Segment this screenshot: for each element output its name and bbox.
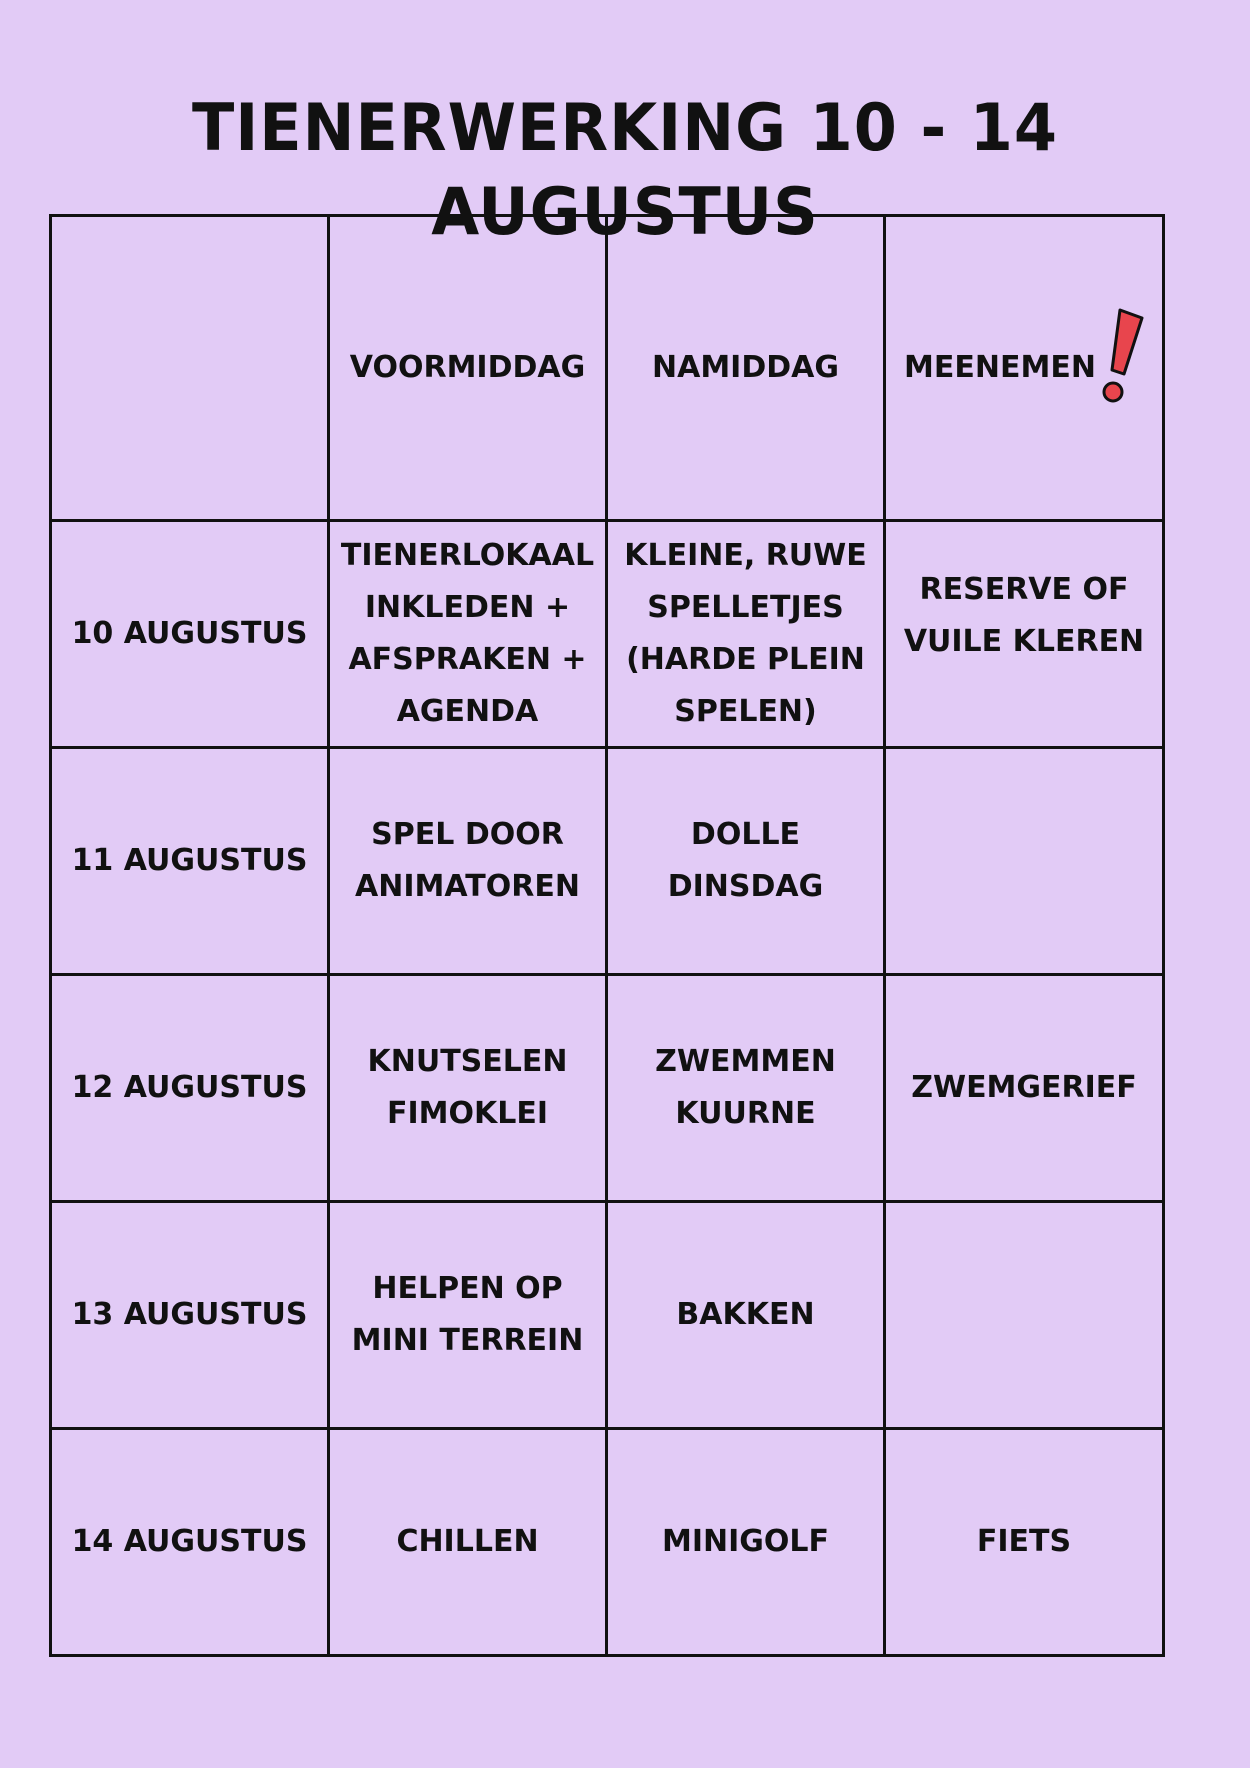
namiddag-cell [607, 1429, 885, 1656]
voormiddag-activity: KNUTSELEN FIMOKLEI [367, 1044, 568, 1131]
exclamation-icon [1098, 308, 1144, 408]
voormiddag-cell [329, 975, 607, 1202]
column-header-namiddag [607, 216, 885, 521]
voormiddag-activity: TIENERLOKAAL INKLEDEN + AFSPRAKEN + AGENDA [340, 538, 595, 729]
voormiddag-cell [329, 1429, 607, 1656]
meenemen-item: ZWEMGERIEF [911, 1070, 1137, 1105]
date-label: 10 AUGUSTUS [71, 616, 308, 651]
date-cell [51, 1429, 329, 1656]
meenemen-item: FIETS [976, 1524, 1072, 1559]
day-row-12 [51, 975, 1164, 1202]
voormiddag-cell [329, 1202, 607, 1429]
page-title: TIENERWERKING 10 - 14 AUGUSTUS [191, 89, 1059, 250]
namiddag-activity: KLEINE, RUWE SPELLETJES (HARDE PLEIN SPELEN) [624, 538, 867, 729]
voormiddag-activity: SPEL DOOR ANIMATOREN [355, 817, 580, 904]
voormiddag-cell [329, 748, 607, 975]
day-row-13 [51, 1202, 1164, 1429]
day-row-10 [51, 521, 1164, 748]
meenemen-cell [885, 1202, 1164, 1429]
meenemen-header-wrap [904, 328, 1144, 408]
meenemen-cell [885, 1429, 1164, 1656]
date-cell [51, 975, 329, 1202]
date-label: 11 AUGUSTUS [71, 843, 308, 878]
namiddag-activity: MINIGOLF [661, 1524, 830, 1559]
namiddag-cell [607, 975, 885, 1202]
namiddag-cell [607, 521, 885, 748]
date-label: 13 AUGUSTUS [71, 1297, 308, 1332]
namiddag-cell [607, 748, 885, 975]
column-header-meenemen [885, 216, 1164, 521]
meenemen-item: RESERVE OF VUILE KLEREN [903, 572, 1145, 659]
date-cell [51, 748, 329, 975]
day-row-11 [51, 748, 1164, 975]
voormiddag-activity: CHILLEN [396, 1524, 539, 1559]
date-label: 14 AUGUSTUS [71, 1524, 308, 1559]
column-header-voormiddag [329, 216, 607, 521]
namiddag-cell [607, 1202, 885, 1429]
namiddag-activity: BAKKEN [676, 1297, 815, 1332]
day-row-14 [51, 1429, 1164, 1656]
date-cell [51, 1202, 329, 1429]
column-header-voormiddag-label: VOORMIDDAG [349, 350, 586, 385]
meenemen-cell [885, 975, 1164, 1202]
corner-cell [51, 216, 329, 521]
voormiddag-activity: HELPEN OP MINI TERREIN [351, 1271, 584, 1358]
meenemen-cell [885, 748, 1164, 975]
column-header-meenemen-label: MEENEMEN [904, 350, 1096, 385]
schedule-table [49, 214, 1165, 1657]
namiddag-activity: ZWEMMEN KUURNE [655, 1044, 836, 1131]
voormiddag-cell [329, 521, 607, 748]
date-label: 12 AUGUSTUS [71, 1070, 308, 1105]
date-cell [51, 521, 329, 748]
header-row [51, 216, 1164, 521]
meenemen-cell [885, 521, 1164, 748]
column-header-namiddag-label: NAMIDDAG [652, 350, 839, 385]
namiddag-activity: DOLLE DINSDAG [667, 817, 824, 904]
